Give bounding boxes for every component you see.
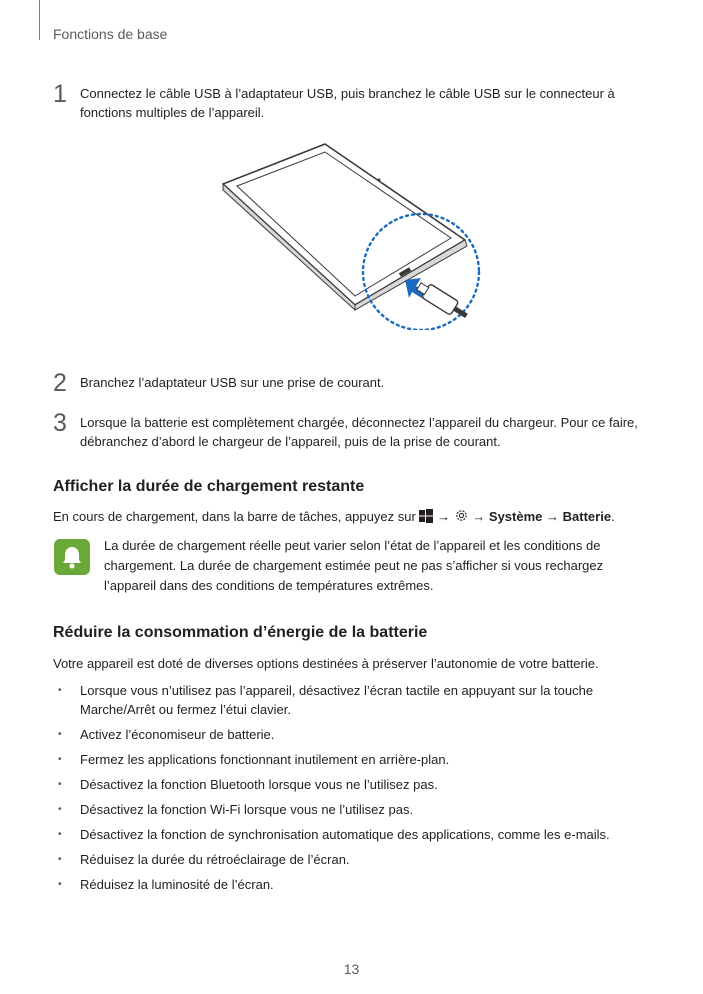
charging-illustration <box>215 140 485 335</box>
battery-saving-intro: Votre appareil est doté de diverses options destinées à préserver l’autonomie de votre batterie. <box>53 656 599 671</box>
charge-time-instructions <box>53 507 653 528</box>
arrow: → <box>546 509 560 524</box>
usb-connector <box>415 279 471 322</box>
instruction-text: En cours de chargement, dans la barre de tâches, appuyez sur <box>53 509 416 524</box>
list-item: • Désactivez la fonction de synchronisation automatique des applications, comme les e-mails. <box>53 825 663 844</box>
list-item: • Fermez les applications fonctionnant inutilement en arrière-plan. <box>53 750 663 769</box>
list-item: • Réduisez la durée du rétroéclairage de l’écran. <box>53 850 663 869</box>
heading-reduce-battery-consumption: Réduire la consommation d’énergie de la batterie <box>53 624 428 641</box>
tablet-charging-figure <box>215 140 485 330</box>
step-number: 1 <box>53 80 67 108</box>
list-item: • Activez l’économiseur de batterie. <box>53 725 663 744</box>
camera-dot <box>378 179 381 182</box>
step-text: Lorsque la batterie est complètement chargée, déconnectez l’appareil du chargeur. Pour ce faire, débranchez d’abord le chargeur de l’appareil, puis de la prise de courant. <box>80 415 638 449</box>
note-text: La durée de chargement réelle peut varier selon l’état de l’appareil et les conditions de chargement. La durée de chargement estimée peut ne pas s’afficher si vous rechargez l’appareil dans des conditions de températures extrêmes. <box>104 538 604 593</box>
page-number: 13 <box>343 961 360 977</box>
system-label: Système <box>488 509 543 524</box>
battery-label: Batterie <box>562 509 612 524</box>
windows-icon <box>419 509 433 528</box>
period: . <box>611 509 615 524</box>
step-text: Connectez le câble USB à l’adaptateur USB, puis branchez le câble USB sur le connecteur à fonctions multiples de l’appareil. <box>80 86 615 120</box>
step-number: 3 <box>53 409 67 437</box>
heading-remaining-charge-time: Afficher la durée de chargement restante <box>53 478 365 495</box>
list-item: • Réduisez la luminosité de l’écran. <box>53 875 663 894</box>
battery-tips-list <box>53 681 663 900</box>
list-item: • Lorsque vous n’utilisez pas l’appareil, désactivez l’écran tactile en appuyant sur la touche Marche/Arrêt ou fermez l’étui clavier. <box>53 681 663 719</box>
list-item: • Désactivez la fonction Bluetooth lorsque vous ne l’utilisez pas. <box>53 775 663 794</box>
tablet-body <box>223 144 465 305</box>
arrow: → <box>472 509 486 524</box>
margin-rule <box>39 0 40 40</box>
step-number: 2 <box>53 369 67 397</box>
list-item: • Désactivez la fonction Wi-Fi lorsque vous ne l’utilisez pas. <box>53 800 663 819</box>
step-text: Branchez l’adaptateur USB sur une prise de courant. <box>80 375 385 390</box>
arrow: → <box>437 509 451 524</box>
gear-icon <box>454 508 469 528</box>
bell-icon <box>54 539 90 575</box>
section-header: Fonctions de base <box>53 26 168 42</box>
